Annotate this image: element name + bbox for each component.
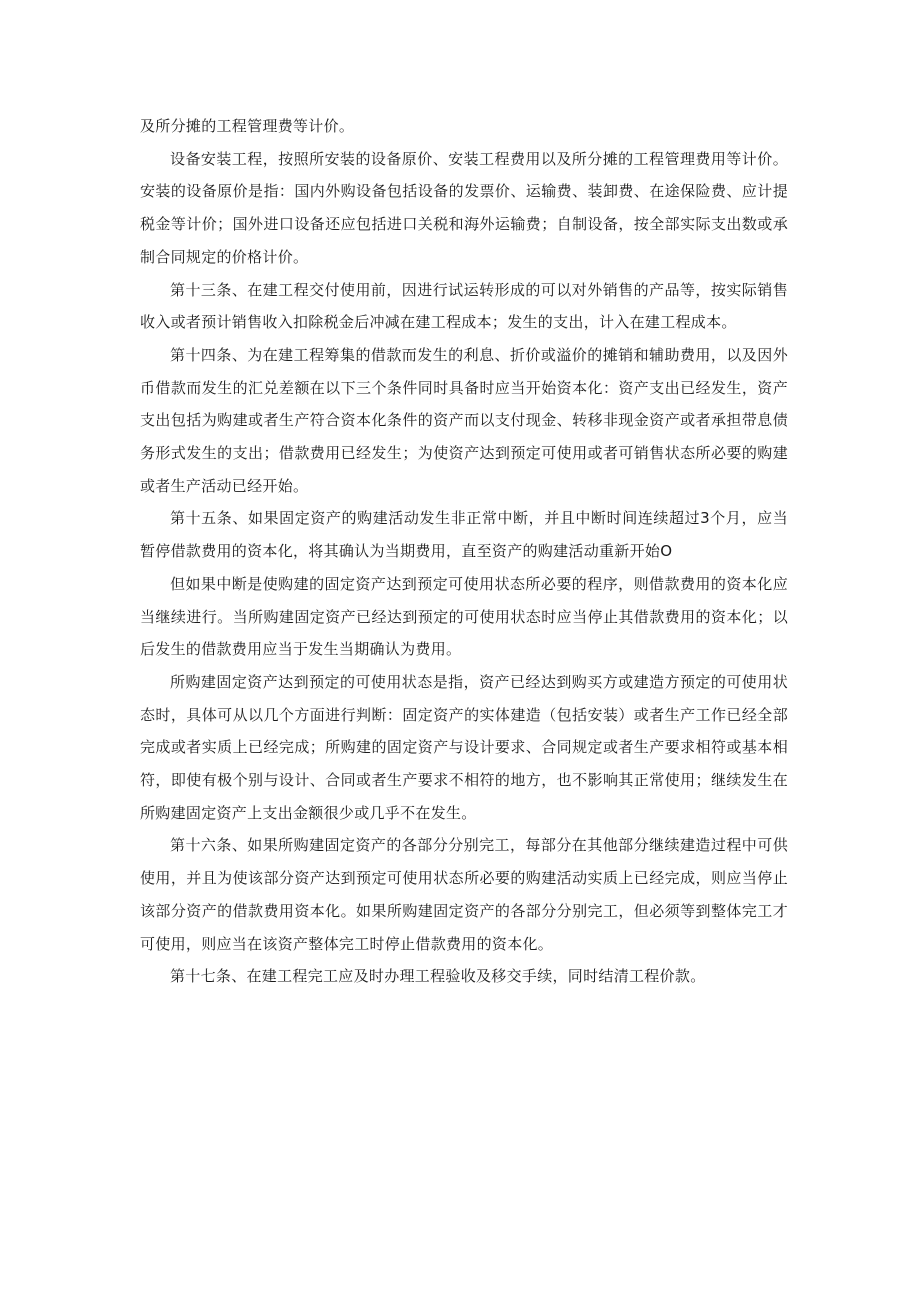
paragraph-equipment-installation: 设备安装工程，按照所安装的设备原价、安装工程费用以及所分摊的工程管理费用等计价。安装的设备原价是指：国内外购设备包括设备的发票价、运输费、装卸费、在途保险费、应计提税金等计价；国外进口设备还应包括进口关税和海外运输费；自制设备，按全部实际支出数或承制合同规定的价格计价。	[140, 149, 788, 266]
paragraph-article-14: 第十四条、为在建工程筹集的借款而发生的利息、折价或溢价的摊销和辅助费用，以及因外币借款而发生的汇兑差额在以下三个条件同时具备时应当开始资本化：资产支出已经发生，资产支出包括为购建或者生产符合资本化条件的资产而以支付现金、转移非现金资产或者承担带息债务形式发生的支出；借款费用已经发生；为使资产达到预定可使用或者可销售状态所必要的购建或者生产活动已经开始。	[140, 345, 788, 495]
paragraph-article-15: 第十五条、如果固定资产的购建活动发生非正常中断，并且中断时间连续超过3个月，应当暂停借款费用的资本化，将其确认为当期费用，直至资产的购建活动重新开始O	[140, 509, 788, 561]
paragraph-interruption: 但如果中断是使购建的固定资产达到预定可使用状态所必要的程序，则借款费用的资本化应当继续进行。当所购建固定资产已经达到预定的可使用状态时应当停止其借款费用的资本化；以后发生的借款费用应当于发生当期确认为费用。	[140, 574, 788, 659]
paragraph-article-17: 第十七条、在建工程完工应及时办理工程验收及移交手续，同时结清工程价款。	[170, 967, 706, 986]
paragraph-article-16: 第十六条、如果所购建固定资产的各部分分别完工，每部分在其他部分继续建造过程中可供使用，并且为使该部分资产达到预定可使用状态所必要的购建活动实质上已经完成，则应当停止该部分资产的借款费用资本化。如果所购建固定资产的各部分分别完工，但必须等到整体完工才可使用，则应当在该资产整体完工时停止借款费用的资本化。	[140, 836, 788, 953]
paragraph-usable-state: 所购建固定资产达到预定的可使用状态是指，资产已经达到购买方或建造方预定的可使用状态时，具体可从以几个方面进行判断：固定资产的实体建造（包括安装）或者生产工作已经全部完成或者实质上已经完成；所购建的固定资产与设计要求、合同规定或者生产要求相符或基本相符，即使有极个别与设计、合同或者生产要求不相符的地方，也不影响其正常使用；继续发生在所购建固定资产上支出金额很少或几乎不在发生。	[140, 672, 788, 822]
document-body	[140, 110, 788, 993]
paragraph-article-13: 第十三条、在建工程交付使用前，因进行试运转形成的可以对外销售的产品等，按实际销售收入或者预计销售收入扣除税金后冲减在建工程成本；发生的支出，计入在建工程成本。	[140, 280, 788, 332]
paragraph-continuation: 及所分摊的工程管理费等计价。	[140, 117, 355, 135]
